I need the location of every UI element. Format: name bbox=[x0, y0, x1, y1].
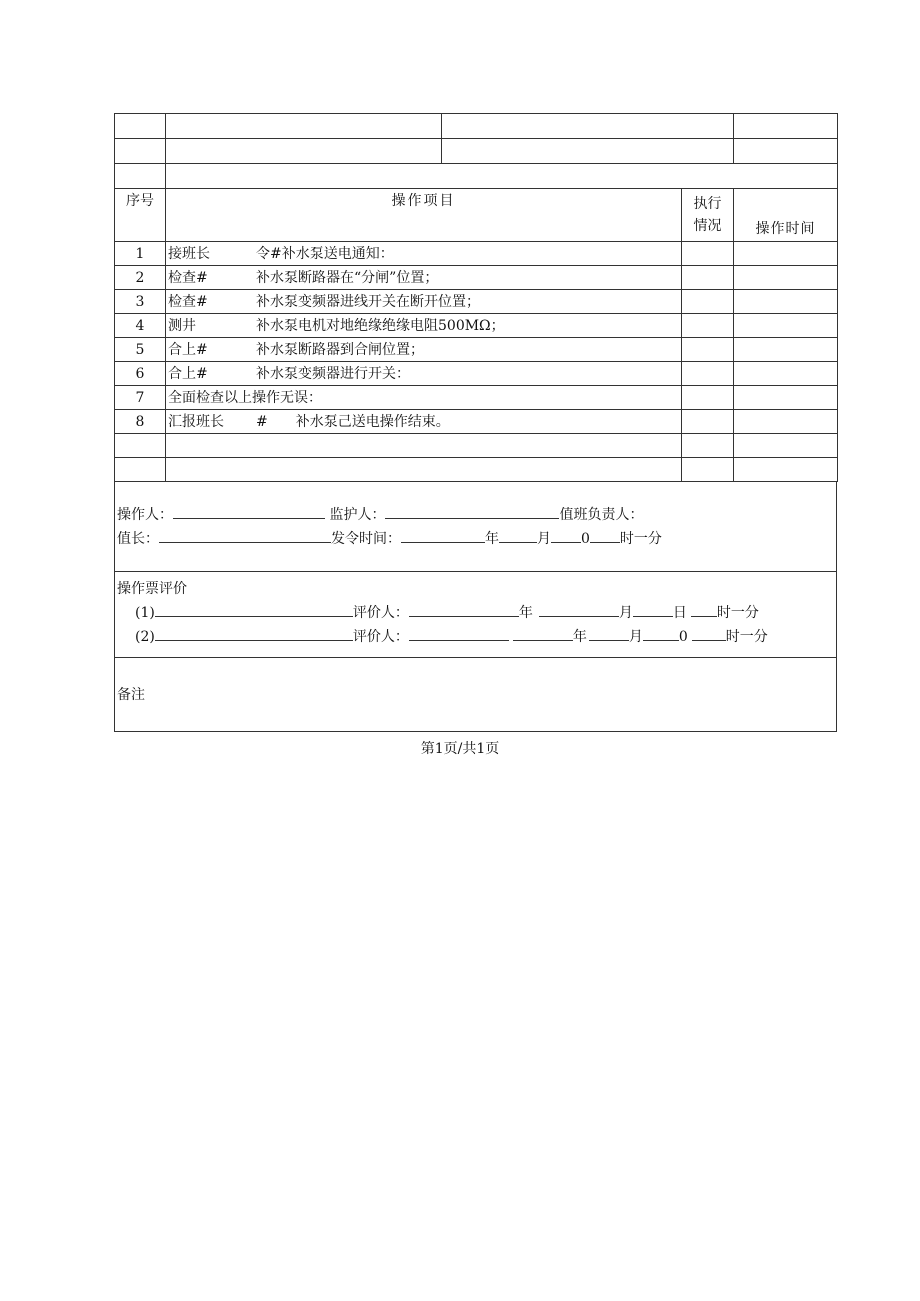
row-number: 3 bbox=[115, 290, 166, 314]
row-item-prefix: 测井 bbox=[168, 317, 196, 334]
table-row bbox=[115, 266, 838, 290]
evaluator-blank-2 bbox=[409, 626, 509, 641]
hour-blank-2 bbox=[692, 626, 726, 641]
row-item-prefix: 检查# bbox=[168, 293, 208, 310]
row-time bbox=[734, 410, 838, 434]
operator-label: 操作人： bbox=[117, 507, 173, 523]
year-label-1: 年 bbox=[518, 605, 533, 621]
guardian-blank bbox=[385, 504, 559, 519]
row-item-text: 补水泵变频器进行开关： bbox=[256, 365, 410, 382]
row-exec bbox=[682, 290, 734, 314]
hour-min-label-1: 时一分 bbox=[716, 605, 759, 621]
day-label-1: 日 bbox=[672, 605, 687, 621]
column-header-row bbox=[115, 189, 838, 242]
row-time bbox=[734, 386, 838, 410]
month-blank-1 bbox=[539, 602, 619, 617]
row-item-text: 补水泵断路器在“分闸”位置； bbox=[256, 269, 439, 286]
hour-blank bbox=[590, 528, 620, 543]
row-number: 1 bbox=[115, 242, 166, 266]
row-number: 2 bbox=[115, 266, 166, 290]
row-time bbox=[734, 314, 838, 338]
table-row bbox=[115, 314, 838, 338]
row-time bbox=[734, 242, 838, 266]
row-item-text: # 补水泵己送电操作结束。 bbox=[256, 413, 450, 430]
row-item bbox=[166, 266, 682, 290]
col-seq-header: 序号 bbox=[115, 189, 166, 242]
row-item-text: 补水泵变频器进线开关在断开位置； bbox=[256, 293, 480, 310]
row-number: 6 bbox=[115, 362, 166, 386]
row-exec bbox=[682, 314, 734, 338]
col-exec-header bbox=[682, 189, 734, 242]
row-item-text: 令#补水泵送电通知： bbox=[256, 245, 394, 262]
table-row bbox=[115, 338, 838, 362]
row-item-prefix: 检查# bbox=[168, 269, 208, 286]
row-item-text: 补水泵断路器到合闸位置； bbox=[256, 341, 424, 358]
operator-blank bbox=[173, 504, 325, 519]
year-blank-2 bbox=[513, 626, 573, 641]
row-item-text: 补水泵电机对地绝缘绝缘电阻500MΩ； bbox=[256, 317, 505, 334]
order-time-label: 发令时间： bbox=[331, 531, 401, 547]
row-item-prefix: 全面检查以上操作无误： bbox=[168, 389, 322, 406]
row-time bbox=[734, 290, 838, 314]
month-label-2: 月 bbox=[628, 629, 643, 645]
row-exec bbox=[682, 242, 734, 266]
evaluation-line-2 bbox=[117, 626, 834, 650]
evaluator-blank-1 bbox=[409, 602, 519, 617]
row-time bbox=[734, 266, 838, 290]
table-row bbox=[115, 362, 838, 386]
item2-label: (2) bbox=[135, 629, 155, 645]
header-row bbox=[115, 114, 838, 139]
chief-label: 值长： bbox=[117, 531, 159, 547]
zero-label: 0 bbox=[581, 531, 590, 547]
row-exec bbox=[682, 386, 734, 410]
table-row bbox=[115, 290, 838, 314]
row-number: 7 bbox=[115, 386, 166, 410]
year-label-2: 年 bbox=[572, 629, 587, 645]
row-number: 8 bbox=[115, 410, 166, 434]
item1-label: (1) bbox=[135, 605, 155, 621]
row-exec bbox=[682, 338, 734, 362]
remarks-label: 备注 bbox=[117, 687, 145, 703]
row-item bbox=[166, 338, 682, 362]
row-item bbox=[166, 386, 682, 410]
shift-lead-label: 值班负责人： bbox=[559, 507, 644, 523]
signoff-section bbox=[114, 482, 837, 732]
row-time bbox=[734, 338, 838, 362]
hour-blank-1 bbox=[691, 602, 717, 617]
row-exec bbox=[682, 410, 734, 434]
hour-min-label-2: 时一分 bbox=[725, 629, 768, 645]
blank-row bbox=[115, 458, 838, 482]
header-row bbox=[115, 139, 838, 164]
row-item-prefix: 汇报班长 bbox=[168, 413, 224, 430]
row-item bbox=[166, 290, 682, 314]
row-item-prefix: 合上# bbox=[168, 365, 208, 382]
row-item bbox=[166, 410, 682, 434]
page-footer: 第1页/共1页 bbox=[420, 741, 500, 757]
day-blank-2 bbox=[643, 626, 679, 641]
blank-row bbox=[115, 434, 838, 458]
evaluator-label-1: 评价人： bbox=[352, 605, 409, 621]
row-exec bbox=[682, 266, 734, 290]
row-item-prefix: 接班长 bbox=[168, 245, 210, 262]
day-blank bbox=[551, 528, 581, 543]
remarks-block bbox=[115, 658, 836, 731]
signoff-line-1 bbox=[117, 504, 834, 528]
item2-blank bbox=[155, 626, 353, 641]
exec-label-2: 情况 bbox=[693, 218, 722, 234]
guardian-label: 监护人： bbox=[329, 507, 386, 523]
month-label: 月 bbox=[537, 531, 551, 547]
chief-blank bbox=[159, 528, 331, 543]
month-blank bbox=[499, 528, 537, 543]
order-time-blank bbox=[401, 528, 485, 543]
col-time-header: 操作时间 bbox=[734, 189, 838, 242]
row-time bbox=[734, 362, 838, 386]
row-item bbox=[166, 242, 682, 266]
operation-table bbox=[114, 113, 838, 482]
col-item-header: 操作项目 bbox=[166, 189, 682, 242]
signoff-block bbox=[115, 482, 836, 572]
signoff-line-2 bbox=[117, 528, 834, 552]
row-item bbox=[166, 362, 682, 386]
table-row bbox=[115, 410, 838, 434]
exec-label-1: 执行 bbox=[693, 196, 722, 212]
evaluation-title: 操作票评价 bbox=[117, 581, 187, 597]
month-blank-2 bbox=[589, 626, 629, 641]
evaluation-block bbox=[115, 572, 836, 658]
table-row bbox=[115, 242, 838, 266]
row-exec bbox=[682, 362, 734, 386]
table-row bbox=[115, 386, 838, 410]
month-label-1: 月 bbox=[618, 605, 633, 621]
hour-min-label: 时一分 bbox=[619, 531, 662, 547]
row-item-prefix: 合上# bbox=[168, 341, 208, 358]
row-item bbox=[166, 314, 682, 338]
row-number: 5 bbox=[115, 338, 166, 362]
evaluator-label-2: 评价人： bbox=[352, 629, 409, 645]
operation-ticket bbox=[114, 113, 837, 732]
evaluation-line-1 bbox=[117, 602, 834, 626]
day-blank-1 bbox=[633, 602, 673, 617]
zero-label-2: 0 bbox=[678, 629, 688, 645]
year-label: 年 bbox=[485, 531, 499, 547]
header-row bbox=[115, 164, 838, 189]
item1-blank bbox=[155, 602, 353, 617]
row-number: 4 bbox=[115, 314, 166, 338]
